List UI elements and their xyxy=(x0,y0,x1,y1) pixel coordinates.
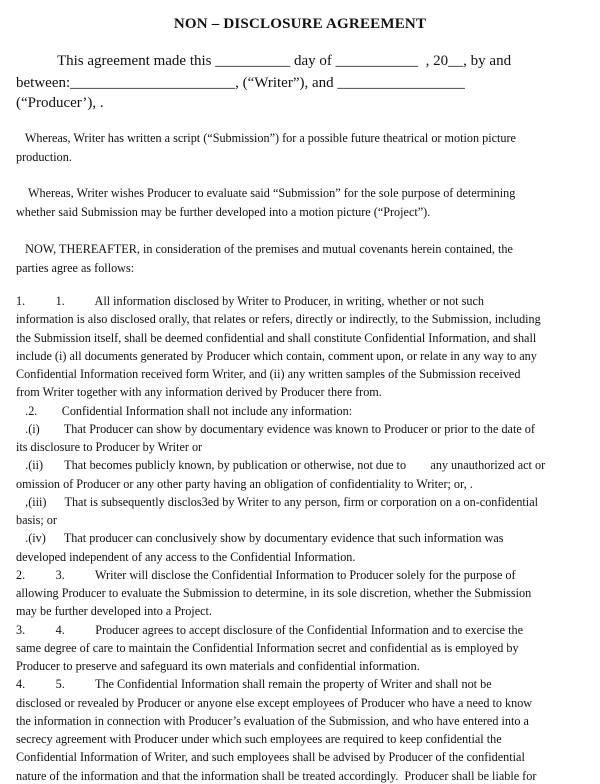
clause-line: include (i) all documents generated by Producer which contain, comment upon, or relate in any way to any xyxy=(16,348,537,363)
clause-line: from Writer together with any information derived by Producer there from. xyxy=(16,385,382,400)
clause-line: .(iv) That producer can conclusively show by documentary evidence that such information was xyxy=(16,531,504,546)
intro-line-1: This agreement made this __________ day of ___________ , 20__, by and xyxy=(16,53,512,69)
whereas-paragraph-2 xyxy=(16,184,591,221)
clause-line: ,(iii) That is subsequently disclos3ed by Writer to any person, firm or corporation on a on-confidential xyxy=(16,494,538,509)
paragraph-line: parties agree as follows: xyxy=(16,260,135,275)
clause-line: basis; or xyxy=(16,513,57,527)
clause-line: allowing Producer to evaluate the Submission to determine, in its sole discretion, whether the Submission xyxy=(16,586,532,600)
clause-line: .(i) That Producer can show by documentary evidence was known to Producer or prior to the date of xyxy=(16,421,535,436)
paragraph-line: production. xyxy=(16,149,72,164)
clause-line: developed independent of any access to the Confidential Information. xyxy=(16,549,356,564)
clause-line: 3. 4. Producer agrees to accept disclosure of the Confidential Information and to exercise the xyxy=(16,622,523,637)
intro-line-3: (“Producer’), . xyxy=(16,95,104,111)
clause-line: 1. 1. All information disclosed by Writer to Producer, in writing, whether or not such xyxy=(16,294,484,308)
clause-line: Producer to preserve and safeguard its own materials and confidential information. xyxy=(16,659,420,673)
intro-line-2: between:______________________, (“Writer”), and _________________ xyxy=(16,75,465,91)
clause-line: the information in connection with Producer’s evaluation of the Submission, and who have entered into a xyxy=(16,713,529,728)
clause-line: disclosed or revealed by Producer or anyone else except employees of Producer who have a need to know xyxy=(16,695,533,710)
clause-line: same degree of care to maintain the Confidential Information secret and confidential as is employed by xyxy=(16,640,519,655)
clause-line: secrecy agreement with Producer under which such employees are required to keep confidential the xyxy=(16,732,502,746)
clause-line: may be further developed into a Project. xyxy=(16,604,212,619)
clause-line: the Submission itself, shall be deemed confidential and shall constitute Confidential Information, and shall xyxy=(16,330,537,345)
clause-line: nature of the information and that the information shall be treated accordingly. Producer shall be liable for xyxy=(16,768,537,783)
document-title: NON – DISCLOSURE AGREEMENT xyxy=(173,16,427,32)
paragraph-line: Whereas, Writer has written a script (“Submission”) for a possible future theatrical or motion picture xyxy=(16,131,516,145)
clause-line: Confidential Information of Writer, and such employees shall be advised by Producer of the confidential xyxy=(16,750,525,765)
clause-line: 4. 5. The Confidential Information shall remain the property of Writer and shall not be xyxy=(16,677,492,692)
clause-line: 2. 3. Writer will disclose the Confidential Information to Producer solely for the purpose of xyxy=(16,567,516,582)
clause-line: its disclosure to Producer by Writer or xyxy=(16,440,203,454)
whereas-paragraph-1 xyxy=(16,129,591,166)
paragraph-line: whether said Submission may be further developed into a motion picture (“Project”). xyxy=(16,204,431,219)
now-therefore-paragraph xyxy=(16,240,591,277)
clause-line: Confidential Information received form Writer, and (ii) any written samples of the Submission received xyxy=(16,367,521,381)
paragraph-line: Whereas, Writer wishes Producer to evaluate said “Submission” for the sole purpose of determining xyxy=(16,186,516,200)
paragraph-line: NOW, THEREAFTER, in consideration of the premises and mutual covenants herein contained, the xyxy=(16,242,513,256)
clause-line: omission of Producer or any other party having an obligation of confidentiality to Writer; or, . xyxy=(16,476,473,491)
clause-line: .(ii) That becomes publicly known, by publication or otherwise, not due to any unauthorized act or xyxy=(16,458,546,473)
clause-line: .2. Confidential Information shall not include any information: xyxy=(16,403,353,418)
clause-line: information is also disclosed orally, that relates or refers, directly or indirectly, to the Submission, including xyxy=(16,312,541,327)
